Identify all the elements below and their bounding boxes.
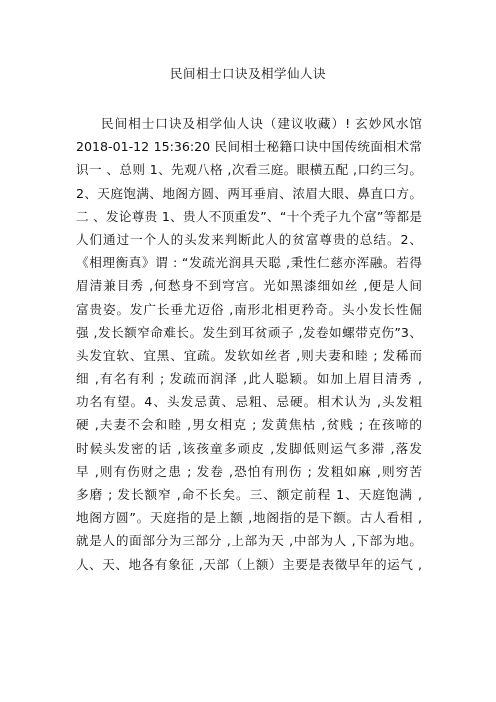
body-line: 地阁方圆”。天庭指的是上额 ,地阁指的是下额。古人看相 , xyxy=(76,510,422,526)
body-line: 功名有望。4、头发忌黄、忌粗、忌硬。相术认为 ,头发粗 xyxy=(76,394,422,410)
body-line: 头发宜软、宜黑、宜疏。发软如丝者 ,则夫妻和睦 ; 发稀而 xyxy=(76,347,422,363)
body-line: 多磨 ; 发长额窄 ,命不长矣。三、额定前程 1、天庭饱满 , xyxy=(76,487,422,502)
body-line: 《相理衡真》谓 : “发疏光润具天聪 ,秉性仁慈亦浑融。若得 xyxy=(76,255,422,271)
body-line: 硬 ,夫妻不会和睦 ,男女相克 ; 发黄焦枯 ,贫贱 ; 在孩啼的 xyxy=(76,417,422,433)
body-line: 眉清兼目秀 ,何愁身不到穹宫。光如黑漆细如丝 ,便是人间 xyxy=(76,278,422,294)
body-line: 强 ,发长额窄命难长。发生到耳贫顽子 ,发卷如螺带克伤”3、 xyxy=(76,324,422,340)
body-line: 2018-01-12 15:36:20 民间相士秘籍口诀中国传统面相术常 xyxy=(76,139,422,155)
document-title: 民间相士口诀及相学仙人诀 xyxy=(169,66,326,81)
body-line: 人、天、地各有象征 ,天部（上额）主要是表徵早年的运气 , xyxy=(76,556,422,572)
body-line: 早 ,则有伤财之患 ; 发卷 ,恐怕有刑伤 ; 发粗如麻 ,则穷苦 xyxy=(76,463,422,479)
body-line: 民间相士口诀及相学仙人诀（建议收藏）! 玄妙风水馆 xyxy=(101,116,422,131)
document-body xyxy=(76,112,422,576)
body-line: 就是人的面部分为三部分 ,上部为天 ,中部为人 ,下部为地。 xyxy=(76,533,422,549)
body-line: 2、天庭饱满、地阁方圆、两耳垂肩、浓眉大眼、鼻直口方。 xyxy=(76,185,422,201)
body-line: 时候头发密的话 ,该孩童多顽皮 ,发脚低则运气多滞 ,落发 xyxy=(76,440,422,456)
body-line: 富贵姿。发广长垂尤迈俗 ,南形北相更矜奇。头小发长性倔 xyxy=(76,301,422,317)
body-line: 细 ,有名有利 ; 发疏而润泽 ,此人聪颖。如加上眉目清秀 , xyxy=(76,371,422,387)
body-line: 人们通过一个人的头发来判断此人的贫富尊贵的总结。2、 xyxy=(76,231,422,247)
body-line: 二 、发论尊贵 1、贵人不顶重发”、“十个秃子九个富”等都是 xyxy=(76,208,422,224)
body-line: 识一 、总则 1、先观八格 ,次看三庭。眼横五配 ,口约三匀。 xyxy=(76,162,422,178)
